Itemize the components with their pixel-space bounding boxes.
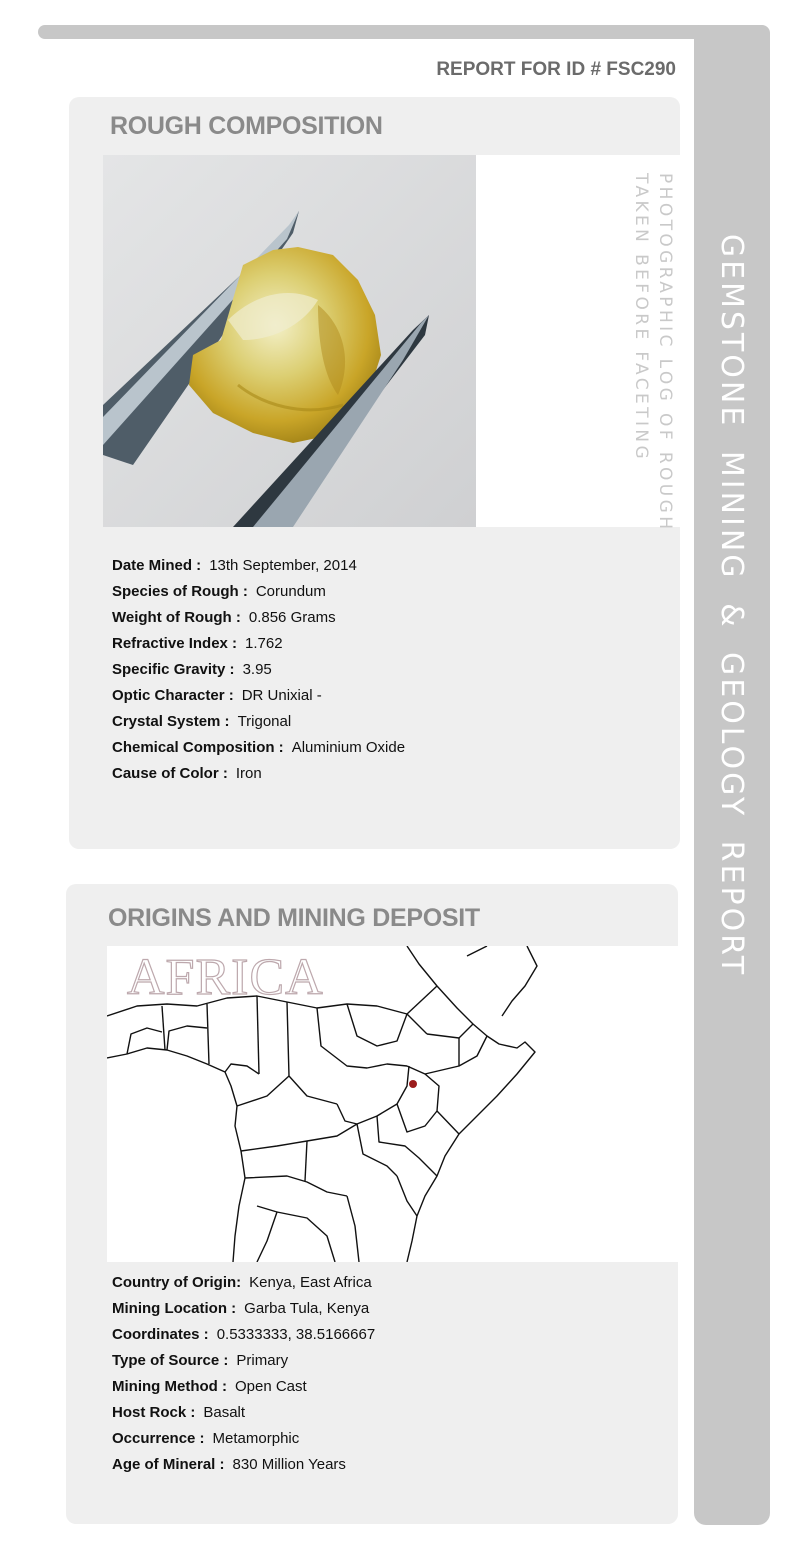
spec-row-chemical-composition: Chemical Composition : Aluminium Oxide <box>112 739 406 756</box>
top-frame-bar <box>38 25 738 39</box>
origin-map <box>107 946 678 1262</box>
side-title <box>694 25 770 1525</box>
spec-row-cause-of-color: Cause of Color : Iron <box>112 765 262 782</box>
spec-row-coordinates: Coordinates : 0.5333333, 38.5166667 <box>112 1326 376 1343</box>
photo-caption-line1: PHOTOGRAPHIC LOG OF ROUGH <box>655 173 675 533</box>
spec-row-refractive-index: Refractive Index : 1.762 <box>112 635 283 652</box>
rough-composition-title: ROUGH COMPOSITION <box>110 112 383 140</box>
origins-title: ORIGINS AND MINING DEPOSIT <box>108 904 480 932</box>
rough-specs-list <box>112 553 405 787</box>
map-label-africa: AFRICA <box>127 949 324 1006</box>
spec-row-crystal-system: Crystal System : Trigonal <box>112 713 292 730</box>
gemstone-tweezers-image <box>103 155 476 527</box>
side-title-text: GEMSTONE MINING & GEOLOGY REPORT <box>714 233 750 977</box>
rough-composition-panel <box>69 97 680 849</box>
origins-mining-deposit-panel <box>66 884 678 1524</box>
report-id: REPORT FOR ID # FSC290 <box>436 59 676 80</box>
photo-caption-line2: TAKEN BEFORE FACETING <box>631 173 651 463</box>
spec-row-mining-location: Mining Location : Garba Tula, Kenya <box>112 1300 370 1317</box>
spec-row-mining-method: Mining Method : Open Cast <box>112 1378 307 1395</box>
spec-row-weight: Weight of Rough : 0.856 Grams <box>112 609 336 626</box>
rough-gemstone-photo <box>103 155 476 527</box>
spec-row-species: Species of Rough : Corundum <box>112 583 326 600</box>
africa-map-image <box>107 946 678 1262</box>
origin-specs-list <box>112 1270 375 1478</box>
spec-row-date-mined: Date Mined : 13th September, 2014 <box>112 557 357 574</box>
spec-row-age-of-mineral: Age of Mineral : 830 Million Years <box>112 1456 346 1473</box>
spec-row-specific-gravity: Specific Gravity : 3.95 <box>112 661 272 678</box>
spec-row-type-of-source: Type of Source : Primary <box>112 1352 289 1369</box>
spec-row-optic-character: Optic Character : DR Unixial - <box>112 687 322 704</box>
spec-row-host-rock: Host Rock : Basalt <box>112 1404 246 1421</box>
spec-row-occurrence: Occurrence : Metamorphic <box>112 1430 300 1447</box>
spec-row-country-of-origin: Country of Origin: Kenya, East Africa <box>112 1274 372 1291</box>
mining-location-marker <box>409 1080 417 1088</box>
rough-photo-area <box>103 155 680 533</box>
photo-caption <box>629 173 679 533</box>
